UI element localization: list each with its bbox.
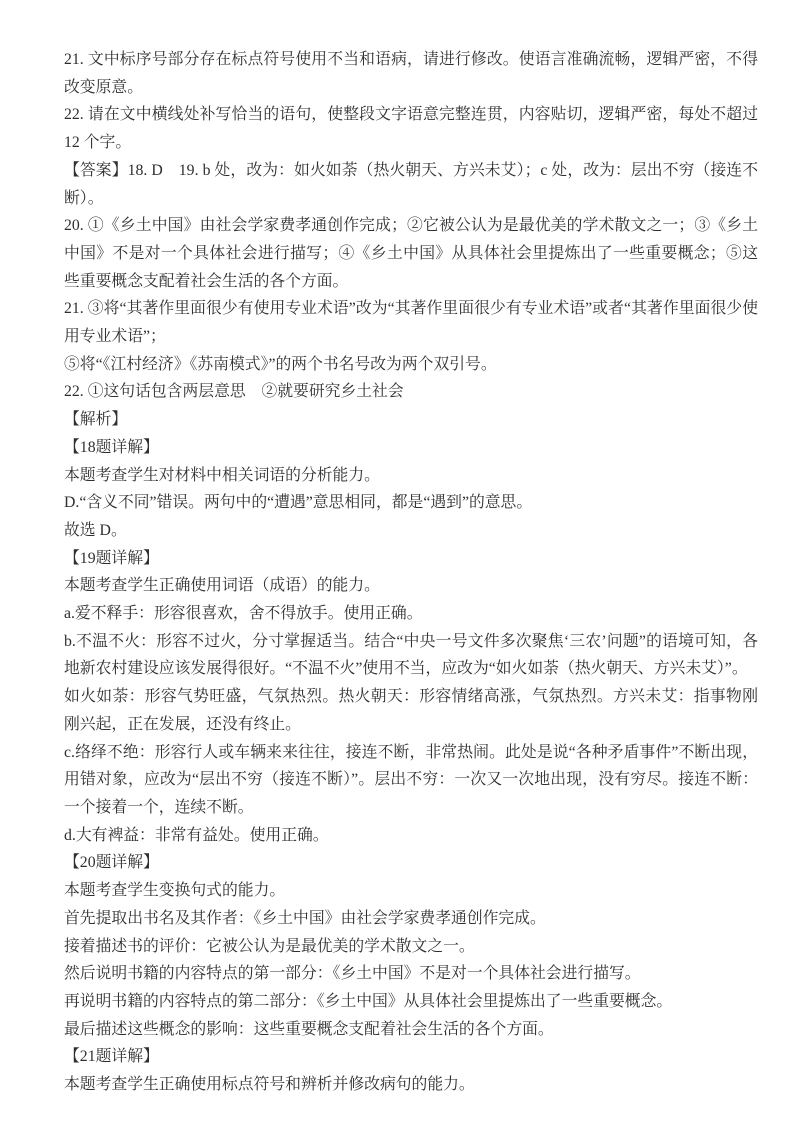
q20-step-1: 首先提取出书名及其作者：《乡土中国》由社会学家费孝通创作完成。 [64, 909, 546, 927]
answer-line-18-19: 【答案】18. D 19. b 处，改为：如火如荼（热火朝天、方兴未艾）；c 处，改为：层出不穷（接连不断）。 [64, 161, 758, 207]
q19-item-b: b.不温不火：形容不过火，分寸掌握适当。结合“中央一号文件多次聚焦‘三农’问题”的语境可知，各地新农村建设应该发展得很好。“不温不火”使用不当，应改为“如火如荼（热火朝天、方兴未艾）”。 [64, 632, 758, 678]
q20-step-3: 然后说明书籍的内容特点的第一部分：《乡土中国》不是对一个具体社会进行描写。 [64, 965, 641, 983]
question-21: 21. 文中标序号部分存在标点符号使用不当和语病，请进行修改。使语言准确流畅，逻辑严密，不得改变原意。 [64, 51, 758, 96]
q19-ability: 本题考查学生正确使用词语（成语）的能力。 [64, 577, 380, 595]
answer-20: 20. ①《乡土中国》由社会学家费孝通创作完成；②它被公认为是最优美的学术散文之一；③《乡土中国》不是对一个具体社会进行描写；④《乡土中国》从具体社会里提炼出了一些重要概念；⑤这些重要概念支配着社会生活的各个方面。 [64, 217, 758, 290]
q20-ability: 本题考查学生变换句式的能力。 [64, 882, 286, 900]
q18-option-d: D.“含义不同”错误。两句中的“遭遇”意思相同，都是“遇到”的意思。 [64, 494, 533, 512]
q19-item-a: a.爱不释手：形容很喜欢，舍不得放手。使用正确。 [64, 605, 423, 623]
q19-item-c: c.络绎不绝：形容行人或车辆来来往往，接连不断，非常热闹。此处是说“各种矛盾事件”不断出现，用错对象，应改为“层出不穷（接连不断）”。层出不穷：一次又一次地出现，没有穷尽。接连不断：一个接着一个，连续不断。 [64, 743, 758, 816]
question-22: 22. 请在文中横线处补写恰当的语句，使整段文字语意完整连贯，内容贴切，逻辑严密，每处不超过 12 个字。 [64, 106, 758, 152]
heading-q18-detail: 【18题详解】 [64, 438, 159, 456]
q20-step-2: 接着描述书的评价：它被公认为是最优美的学术散文之一。 [64, 937, 475, 955]
answer-21-item3: 21. ③将“其著作里面很少有使用专业术语”改为“其著作里面很少有专业术语”或者“其著作里面很少使用专业术语”； [64, 300, 758, 346]
heading-q20-detail: 【20题详解】 [64, 854, 159, 872]
answer-21-item5: ⑤将“《江村经济》《苏南模式》”的两个书名号改为两个双引号。 [64, 355, 497, 373]
heading-q21-detail: 【21题详解】 [64, 1048, 159, 1066]
answer-22: 22. ①这句话包含两层意思 ②就要研究乡土社会 [64, 383, 404, 401]
heading-q19-detail: 【19题详解】 [64, 549, 159, 567]
q18-conclusion: 故选 D。 [64, 521, 127, 539]
q20-step-5: 最后描述这些概念的影响：这些重要概念支配着社会生活的各个方面。 [64, 1020, 554, 1038]
q19-item-d: d.大有裨益：非常有益处。使用正确。 [64, 826, 329, 844]
q20-step-4: 再说明书籍的内容特点的第二部分：《乡土中国》从具体社会里提炼出了一些重要概念。 [64, 992, 673, 1010]
q19-item-b-gloss: 如火如荼：形容气势旺盛，气氛热烈。热火朝天：形容情绪高涨，气氛热烈。方兴未艾：指事物刚刚兴起，正在发展，还没有终止。 [64, 688, 758, 733]
q21-ability: 本题考查学生正确使用标点符号和辨析并修改病句的能力。 [64, 1076, 475, 1094]
q18-ability: 本题考查学生对材料中相关词语的分析能力。 [64, 466, 380, 484]
analysis-label: 【解析】 [64, 411, 128, 429]
